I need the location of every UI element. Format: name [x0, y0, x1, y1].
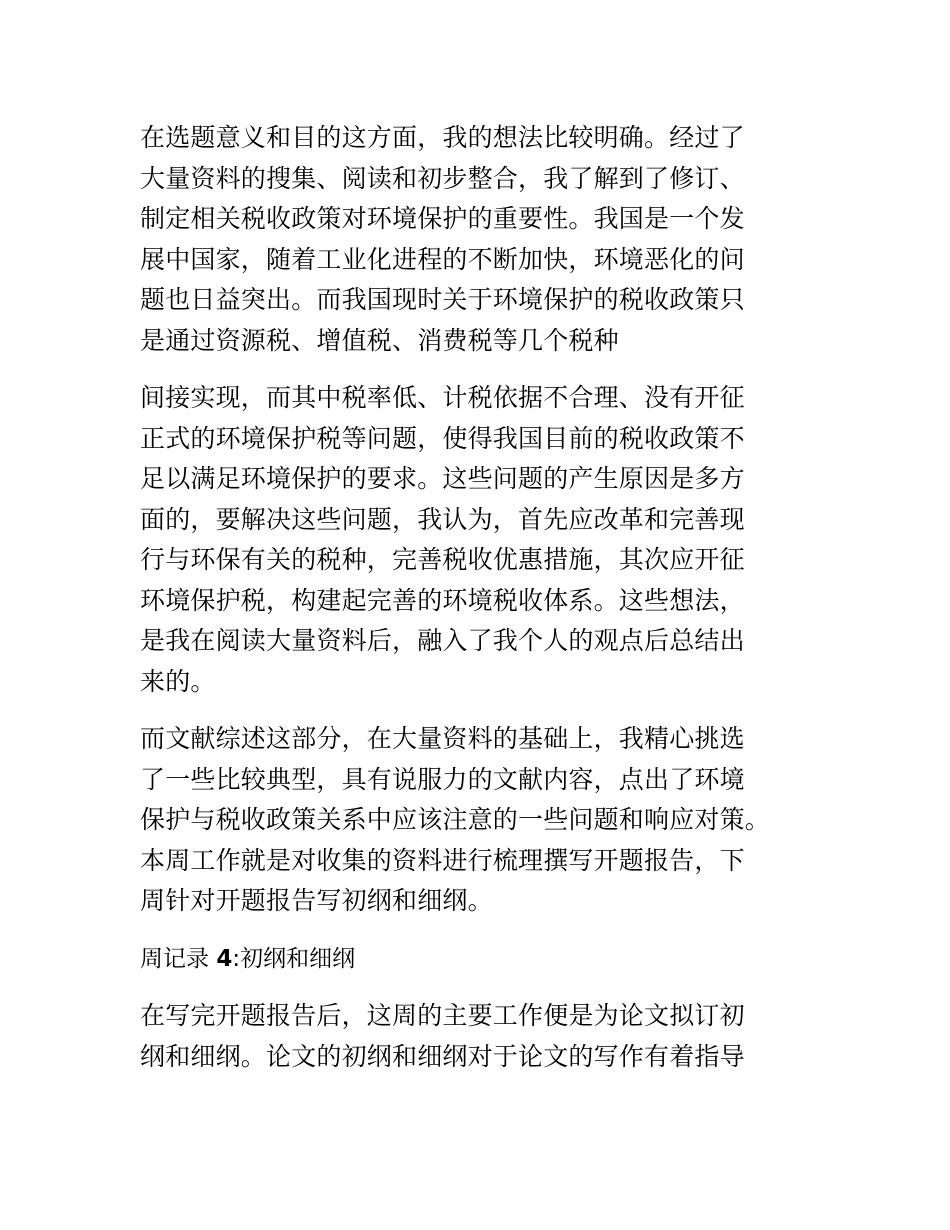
paragraph-outline-work: 在写完开题报告后，这周的主要工作便是为论文拟订初 纲和细纲。论文的初纲和细纲对于论文的写作有着指导 [140, 1001, 745, 1071]
paragraph-literature-review: 而文献综述这部分，在大量资料的基础上，我精心挑选 了一些比较典型，具有说服力的文献内容，点出了环境 保护与税收政策关系中应该注意的一些问题和响应对策。 本周工作就是对收集的资料进行梳理撰写开题报告，下 周针对开题报告写初纲和细纲。 [140, 724, 771, 915]
week-record-heading [140, 939, 800, 980]
heading-suffix: :初纲和细纲 [232, 945, 356, 972]
paragraph-topic-significance: 在选题意义和目的这方面，我的想法比较明确。经过了 大量资料的搜集、阅读和初步整合，我了解到了修订、 制定相关税收政策对环境保护的重要性。我国是一个发 展中国家，随着工业化进程的不断加快，环境恶化的问 题也日益突出。而我国现时关于环境保护的税收政策只 是通过资源税、增值税、消费税等几个税种 [140, 123, 745, 355]
document-page [140, 118, 800, 1077]
heading-prefix: 周记录 [140, 945, 217, 972]
paragraph-tax-policy-issues: 间接实现，而其中税率低、计税依据不合理、没有开征 正式的环境保护税等问题，使得我国目前的税收政策不 足以满足环境保护的要求。这些问题的产生原因是多方 面的，要解决这些问题，我认为，首先应改革和完善现 行与环保有关的税种，完善税收优惠措施，其次应开征 环境保护税，构建起完善的环境税收体系。这些想法， 是我在阅读大量资料后，融入了我个人的观点后总结出 来的。 [140, 383, 745, 696]
heading-number: 4 [216, 945, 233, 972]
